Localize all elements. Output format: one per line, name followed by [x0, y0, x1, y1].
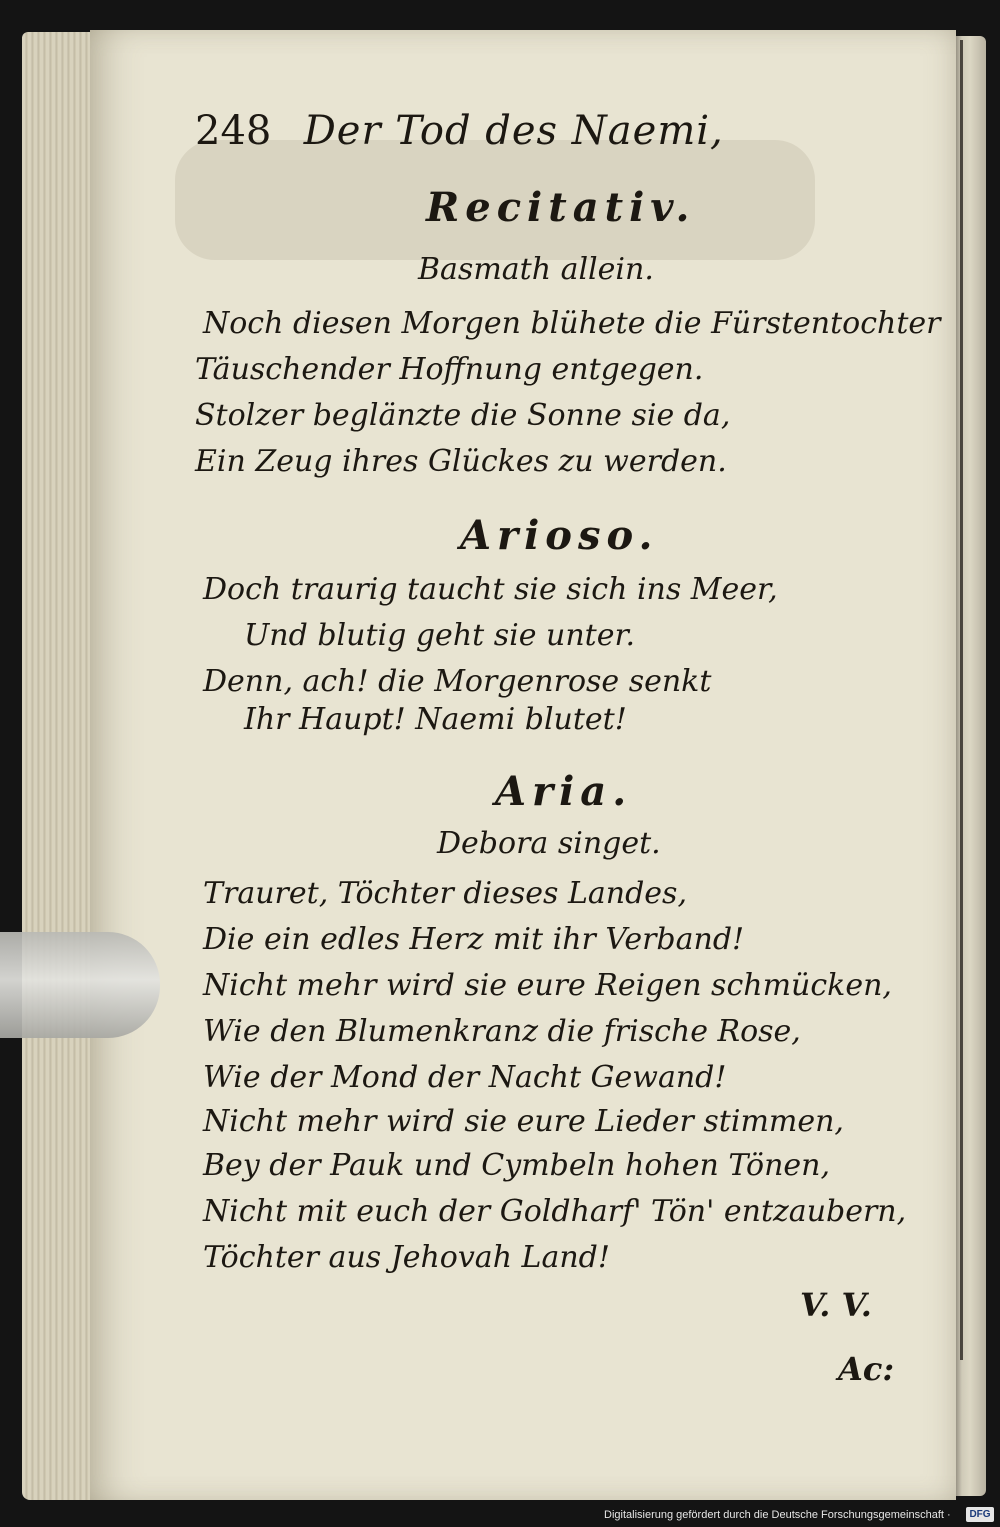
digitization-credit: Digitalisierung gefördert durch die Deutsche Forschungsgemeinschaft ·	[604, 1509, 951, 1521]
verse-line: Ein Zeug ihres Glückes zu werden.	[195, 444, 727, 479]
verse-line: Bey der Pauk und Cymbeln hohen Tönen,	[203, 1148, 831, 1183]
verse-line: Die ein edles Herz mit ihr Verband!	[203, 922, 745, 957]
verse-line: Wie der Mond der Nacht Gewand!	[203, 1060, 727, 1095]
verse-line: Nicht mehr wird sie eure Lieder stimmen,	[203, 1104, 844, 1139]
section-heading-recitativ: Recitativ.	[426, 184, 696, 231]
verse-line: Doch traurig taucht sie sich ins Meer,	[203, 572, 778, 607]
verse-line: Nicht mit euch der Goldharf' Tön' entzaubern,	[203, 1194, 907, 1229]
book-page-edges	[22, 32, 94, 1500]
verse-line: Nicht mehr wird sie eure Reigen schmücken,	[203, 968, 892, 1003]
verse-line: Ihr Haupt! Naemi blutet!	[244, 702, 627, 737]
repeat-mark: V. V.	[800, 1286, 872, 1324]
thumb-holding-page	[0, 932, 160, 1038]
page-number: 248	[195, 108, 272, 154]
section-heading-arioso: Arioso.	[460, 512, 659, 559]
verse-line: Töchter aus Jehovah Land!	[203, 1240, 610, 1275]
speaker-basmath: Basmath allein.	[418, 252, 654, 287]
speaker-debora: Debora singet.	[437, 826, 661, 861]
verse-line: Denn, ach! die Morgenrose senkt	[203, 664, 712, 699]
dfg-logo: DFG	[966, 1507, 994, 1522]
verse-line: Wie den Blumenkranz die frische Rose,	[203, 1014, 801, 1049]
verse-line: Noch diesen Morgen blühete die Fürstentochter	[203, 306, 941, 341]
verse-line: Täuschender Hoffnung entgegen.	[195, 352, 704, 387]
verse-line: Trauret, Töchter dieses Landes,	[203, 876, 687, 911]
running-title: Der Tod des Naemi,	[303, 108, 724, 154]
catchword: Ac:	[838, 1350, 895, 1388]
section-heading-aria: Aria.	[495, 768, 633, 815]
running-header	[195, 108, 724, 154]
verse-line: Und blutig geht sie unter.	[244, 618, 636, 653]
gutter-line	[960, 40, 963, 1360]
verse-line: Stolzer beglänzte die Sonne sie da,	[195, 398, 731, 433]
